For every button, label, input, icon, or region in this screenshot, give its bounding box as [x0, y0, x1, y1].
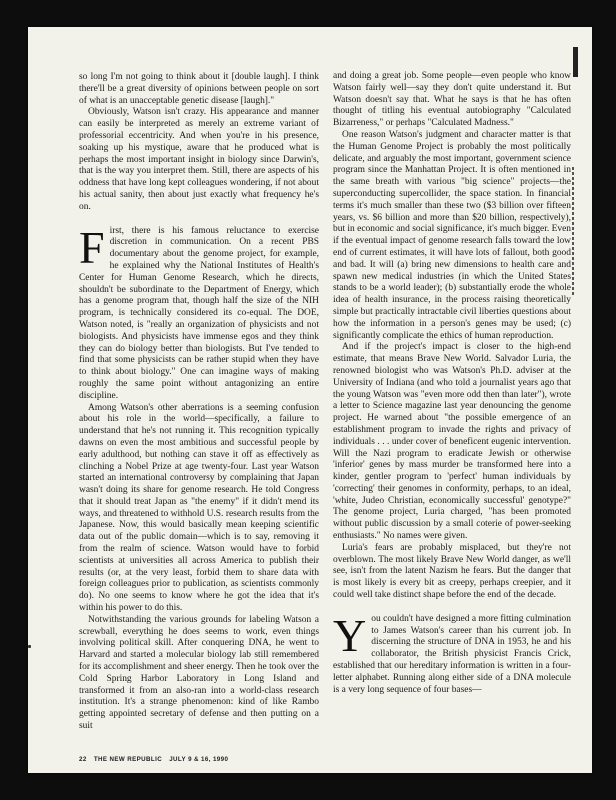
magazine-page	[28, 27, 592, 773]
page-number: 22	[79, 756, 87, 763]
section-first-text: irst, there is his famous reluctance to exercise discretion in communication. On a recent PBS documentary about the genome project, for example, he explained why the National Institutes of Health's Center for Human Genome Research, which he directs, shouldn't be subordinate to the Department of Energy, which has a genome program that, though half the size of the NIH program, is technically considered its co-equal. The DOE, Watson noted, is "really an organization of physicists and not biologists. And physicists have immense egos and they think they can do biology better than biologists. But I've tended to find that some physicists can be rather stupid when they have to think about biology." One can imagine ways of making roughly the same point without antagonizing an entire discipline.	[79, 225, 319, 401]
drop-cap: F	[79, 221, 105, 273]
issue-date: JULY 9 & 16, 1990	[169, 756, 229, 763]
publication-name: THE NEW REPUBLIC	[93, 756, 163, 763]
section-you-text: ou couldn't have designed a more fitting culmination to James Watson's career than his current job. In discerning the structure of DNA in 1953, he and his collaborator, the British physicist Francis Crick, established that our hereditary information is written in a four-letter alphabet. Running along either side of a DNA molecule is a very long sequence of four bases—	[333, 613, 571, 695]
drop-cap: Y	[333, 609, 367, 661]
paragraph: Obviously, Watson isn't crazy. His appearance and manner can easily be interpreted as merely an extreme variant of professorial eccentricity. And when you're in his presence, soaking up his mystique, aware that he produced what is perhaps the most important insight in biology since Darwin's, that is the way you interpret them. Still, there are aspects of his oddness that have long kept colleagues wondering, if not about his actual sanity, then about just exactly what frequency he's on.	[79, 107, 319, 212]
left-column	[79, 72, 319, 733]
page-footer	[79, 756, 233, 763]
paragraph: Luria's fears are probably misplaced, but they're not overblown. The most likely Brave New World danger, as we'll see, isn't from the latent Nazism he fears. But the danger that is most likely is every bit as creepy, perhaps creepier, and it could well take distinct shape before the end of the decade.	[333, 542, 571, 601]
paragraph: so long I'm not going to think about it [double laugh]. I think there'll be a great diversity of opinions between people on sort of what is an unacceptable genetic disease [laugh]."	[79, 72, 319, 106]
scan-artifact	[573, 47, 578, 77]
scan-artifact	[572, 167, 574, 297]
paragraph: Notwithstanding the various grounds for labeling Watson a screwball, everything he does seems to work, even things involving political skill. After conquering DNA, he went to Harvard and started a molecular biology lab still remembered for its accomplishment and sheer energy. Then he took over the Cold Spring Harbor Laboratory in Long Island and transformed it from an also-ran into a world-class research institution. It's a strange phenomenon: kind of like Rambo getting appointed secretary of defense and then putting on a suit	[79, 614, 319, 732]
section-first-paragraph	[79, 221, 319, 403]
scan-artifact	[28, 645, 31, 648]
paragraph: And if the project's impact is closer to the high-end estimate, that means Brave New World. Salvador Luria, the renowned biologist who was Watson's Ph.D. adviser at the University of Indiana (and who told a journalist years ago that the young Watson was "even more odd then than later"), wrote a letter to Science magazine last year denouncing the genome project. He warned about "the possible emergence of an establishment program to invade the rights and privacy of individuals . . . under cover of beneficent eugenic intervention. Will the Nazi program to eradicate Jewish or otherwise 'inferior' genes by mass murder be transformed here into a kinder, gentler program to 'perfect' human individuals by 'correcting' their genomes in conformity, perhaps, to an ideal, 'white, Judeo Christian, economically successful' genotype?" The genome project, Luria charged, "has been promoted without public discussion by a small coterie of power-seeking enthusiasts." No names were given.	[333, 342, 571, 542]
paragraph: One reason Watson's judgment and character matter is that the Human Genome Project is probably the most politically delicate, and arguably the most important, government science program since the Manhattan Project. It is often mentioned in the same breath with various "big science" projects—the superconducting supercollider, the space station. In financial terms it's much smaller than these two ($3 billion over fifteen years, vs. $6 billion and more than $20 billion, respectively), but in economic and social significance, it's much bigger. Even if the eventual impact of genome research falls toward the low end of current estimates, it will have lots of fallout, both good and bad. It will (a) bring new dimensions to health care and spawn new medical industries (in which the United States stands to be a world leader); (b) substantially erode the whole idea of health insurance, in the process raising theoretically simple but practically intractable civil liberties questions about how the information in a person's genes may be used; (c) significantly complicate the ethics of human reproduction.	[333, 129, 571, 341]
right-column	[333, 71, 571, 696]
paragraph: Among Watson's other aberrations is a seeming confusion about his role in the world—specifically, a failure to understand that he's not running it. This recognition typically dawns on even the most ambitious and successful people by early adulthood, but nothing can stave it off as effectively as clinching a Nobel Prize at age twenty-four. Last year Watson started an international controversy by complaining that Japan wasn't doing its share for genome research. He told Congress that it should treat Japan as "the enemy" if it didn't mend its ways, and threatened to withhold U.S. research results from the Japanese. Now, this would basically mean keeping scientific data out of the public domain—which is to say, removing it from the realm of science. Watson would have to forbid scientists at universities all across America to publish their results (or, at the very least, forbid them to share data with foreign colleagues prior to publication, as scientists commonly do). No one seems to know where he got the idea that it's within his power to do this.	[79, 402, 319, 614]
paragraph: and doing a great job. Some people—even people who know Watson fairly well—say they don't quite understand it. But Watson doesn't say that. What he says is that he has often thought of titling his eventual autobiography "Calculated Bizarreness," or perhaps "Calculated Madness."	[333, 71, 571, 129]
section-you-paragraph	[333, 609, 571, 697]
